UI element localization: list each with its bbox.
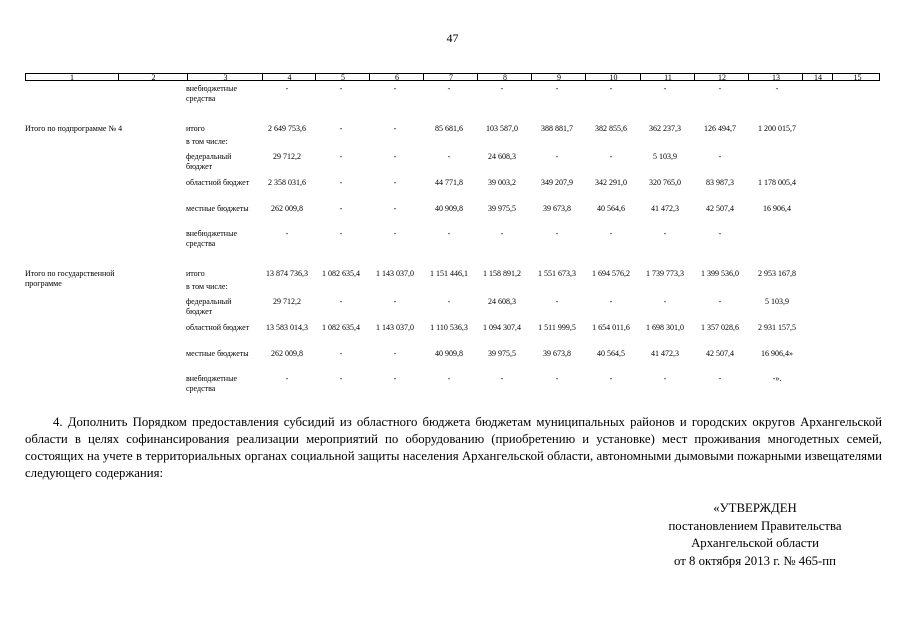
value-cell: 2 649 753,6 <box>268 124 306 133</box>
value-cell: - <box>393 349 397 358</box>
value-cell: 1 082 635,4 <box>322 323 360 332</box>
value-cell: - <box>339 124 343 133</box>
value-cell: - <box>393 84 397 93</box>
value-cell: 1 654 011,6 <box>592 323 630 332</box>
value-cell: 41 472,3 <box>651 349 679 358</box>
value-cell: - <box>555 152 559 161</box>
value-cell: 39 673,8 <box>543 204 571 213</box>
approval-line-4: от 8 октября 2013 г. № 465-пп <box>674 553 836 568</box>
funding-source-label: внебюджетные средства <box>186 229 237 248</box>
header-col-2: 2 <box>118 74 188 80</box>
value-cell: 1 158 891,2 <box>483 269 521 278</box>
value-cell: 262 009,8 <box>271 349 303 358</box>
value-cell: - <box>663 84 667 93</box>
value-cell: 39 003,2 <box>488 178 516 187</box>
value-cell: 5 103,9 <box>765 297 789 306</box>
value-cell: 1 200 015,7 <box>758 124 796 133</box>
value-cell: - <box>393 374 397 383</box>
value-cell: 40 564,5 <box>597 349 625 358</box>
value-cell: - <box>609 84 613 93</box>
value-cell: - <box>663 297 667 306</box>
funding-source-label: в том числе: <box>186 282 228 291</box>
header-col-7: 7 <box>423 74 478 80</box>
value-cell: 40 564,6 <box>597 204 625 213</box>
value-cell: - <box>555 374 559 383</box>
value-cell: 2 931 157,5 <box>758 323 796 332</box>
value-cell: 16 906,4» <box>761 349 793 358</box>
value-cell: 13 874 736,3 <box>266 269 308 278</box>
funding-source-label: итого <box>186 124 205 133</box>
value-cell: - <box>609 152 613 161</box>
value-cell: 24 608,3 <box>488 152 516 161</box>
value-cell: - <box>393 204 397 213</box>
value-cell: - <box>609 297 613 306</box>
header-col-10: 10 <box>585 74 641 80</box>
value-cell: 24 608,3 <box>488 297 516 306</box>
value-cell: - <box>718 374 722 383</box>
funding-source-label: внебюджетные средства <box>186 84 237 103</box>
value-cell: 13 583 014,3 <box>266 323 308 332</box>
funding-source-label: областной бюджет <box>186 178 250 187</box>
value-cell: 16 906,4 <box>763 204 791 213</box>
value-cell: - <box>609 229 613 238</box>
funding-source-label: местные бюджеты <box>186 204 249 213</box>
value-cell: 41 472,3 <box>651 204 679 213</box>
value-cell: - <box>500 229 504 238</box>
value-cell: - <box>447 152 451 161</box>
value-cell: - <box>393 297 397 306</box>
approval-line-2: постановлением Правительства <box>668 518 842 533</box>
funding-source-label: в том числе: <box>186 137 228 146</box>
value-cell: -». <box>772 374 782 383</box>
value-cell: 1 694 576,2 <box>592 269 630 278</box>
value-cell: - <box>339 84 343 93</box>
value-cell: 39 673,8 <box>543 349 571 358</box>
header-col-8: 8 <box>477 74 532 80</box>
header-col-15: 15 <box>832 74 882 80</box>
value-cell: - <box>447 374 451 383</box>
funding-source-label: федеральный бюджет <box>186 152 232 171</box>
header-col-1: 1 <box>70 73 74 82</box>
value-cell: 1 094 307,4 <box>483 323 521 332</box>
funding-source-label: федеральный бюджет <box>186 297 232 316</box>
value-cell: - <box>447 229 451 238</box>
value-cell: 362 237,3 <box>649 124 681 133</box>
header-col-6: 6 <box>369 74 424 80</box>
header-col-3: 3 <box>187 74 263 80</box>
value-cell: 39 975,5 <box>488 349 516 358</box>
value-cell: 40 909,8 <box>435 349 463 358</box>
value-cell: 29 712,2 <box>273 297 301 306</box>
value-cell: - <box>393 229 397 238</box>
value-cell: - <box>718 229 722 238</box>
value-cell: - <box>555 297 559 306</box>
funding-source-label: областной бюджет <box>186 323 250 332</box>
value-cell: - <box>393 152 397 161</box>
header-col-4: 4 <box>262 74 316 80</box>
value-cell: - <box>339 229 343 238</box>
value-cell: 2 953 167,8 <box>758 269 796 278</box>
value-cell: 83 987,3 <box>706 178 734 187</box>
group-label: Итого по государственной программе <box>25 269 115 288</box>
table-header-row <box>25 73 880 81</box>
value-cell: - <box>775 84 779 93</box>
value-cell: 1 082 635,4 <box>322 269 360 278</box>
value-cell: - <box>339 374 343 383</box>
header-col-14: 14 <box>802 74 833 80</box>
value-cell: 85 681,6 <box>435 124 463 133</box>
group-label: Итого по подпрограмме № 4 <box>25 124 123 133</box>
value-cell: 1 110 536,3 <box>430 323 468 332</box>
value-cell: - <box>663 374 667 383</box>
value-cell: 1 178 005,4 <box>758 178 796 187</box>
value-cell: - <box>339 152 343 161</box>
value-cell: 2 358 031,6 <box>268 178 306 187</box>
value-cell: - <box>500 84 504 93</box>
value-cell: - <box>718 152 722 161</box>
value-cell: 1 143 037,0 <box>376 269 414 278</box>
value-cell: 1 551 673,3 <box>538 269 576 278</box>
value-cell: - <box>609 374 613 383</box>
value-cell: - <box>500 374 504 383</box>
value-cell: 382 855,6 <box>595 124 627 133</box>
value-cell: 42 507,4 <box>706 349 734 358</box>
value-cell: - <box>393 124 397 133</box>
funding-source-label: местные бюджеты <box>186 349 249 358</box>
value-cell: 1 143 037,0 <box>376 323 414 332</box>
header-col-9: 9 <box>531 74 586 80</box>
value-cell: - <box>339 178 343 187</box>
value-cell: 126 494,7 <box>704 124 736 133</box>
value-cell: - <box>339 204 343 213</box>
header-col-12: 12 <box>694 74 749 80</box>
approval-line-3: Архангельской области <box>691 536 819 550</box>
value-cell: 103 587,0 <box>486 124 518 133</box>
value-cell: - <box>447 84 451 93</box>
value-cell: - <box>339 297 343 306</box>
value-cell: 262 009,8 <box>271 204 303 213</box>
value-cell: 349 207,9 <box>541 178 573 187</box>
funding-source-label: итого <box>186 269 205 278</box>
value-cell: - <box>285 229 289 238</box>
approval-line-1: «УТВЕРЖДЕН <box>713 501 797 515</box>
value-cell: 1 357 028,6 <box>701 323 739 332</box>
value-cell: 44 771,8 <box>435 178 463 187</box>
value-cell: - <box>285 374 289 383</box>
value-cell: 40 909,8 <box>435 204 463 213</box>
value-cell: 388 881,7 <box>541 124 573 133</box>
value-cell: 1 698 301,0 <box>646 323 684 332</box>
value-cell: - <box>555 84 559 93</box>
value-cell: - <box>718 297 722 306</box>
value-cell: 1 399 536,0 <box>701 269 739 278</box>
header-col-13: 13 <box>748 74 803 80</box>
value-cell: - <box>718 84 722 93</box>
value-cell: - <box>555 229 559 238</box>
value-cell: 1 151 446,1 <box>430 269 468 278</box>
funding-source-label: внебюджетные средства <box>186 374 237 393</box>
value-cell: - <box>285 84 289 93</box>
value-cell: 39 975,5 <box>488 204 516 213</box>
header-col-5: 5 <box>315 74 370 80</box>
value-cell: 29 712,2 <box>273 152 301 161</box>
value-cell: 342 291,0 <box>595 178 627 187</box>
value-cell: - <box>393 178 397 187</box>
value-cell: 42 507,4 <box>706 204 734 213</box>
value-cell: - <box>447 297 451 306</box>
value-cell: 5 103,9 <box>653 152 677 161</box>
value-cell: - <box>663 229 667 238</box>
approval-block <box>630 500 880 570</box>
amendment-paragraph: 4. Дополнить Порядком предоставления субсидий из областного бюджета бюджетам муниципальных районов и городских округов Архангельской области в целях софинансирования реализации мероприятий по оборудованию (приобретению и установке) мест проживания многодетных семей, состоящих на учете в территориальных органах социальной защиты населения Архангельской области, автономными дымовыми пожарными извещателями следующего содержания: <box>25 415 882 480</box>
value-cell: 320 765,0 <box>649 178 681 187</box>
page-number: 47 <box>446 31 459 45</box>
value-cell: - <box>339 349 343 358</box>
value-cell: 1 511 999,5 <box>538 323 576 332</box>
value-cell: 1 739 773,3 <box>646 269 684 278</box>
header-col-11: 11 <box>640 74 695 80</box>
